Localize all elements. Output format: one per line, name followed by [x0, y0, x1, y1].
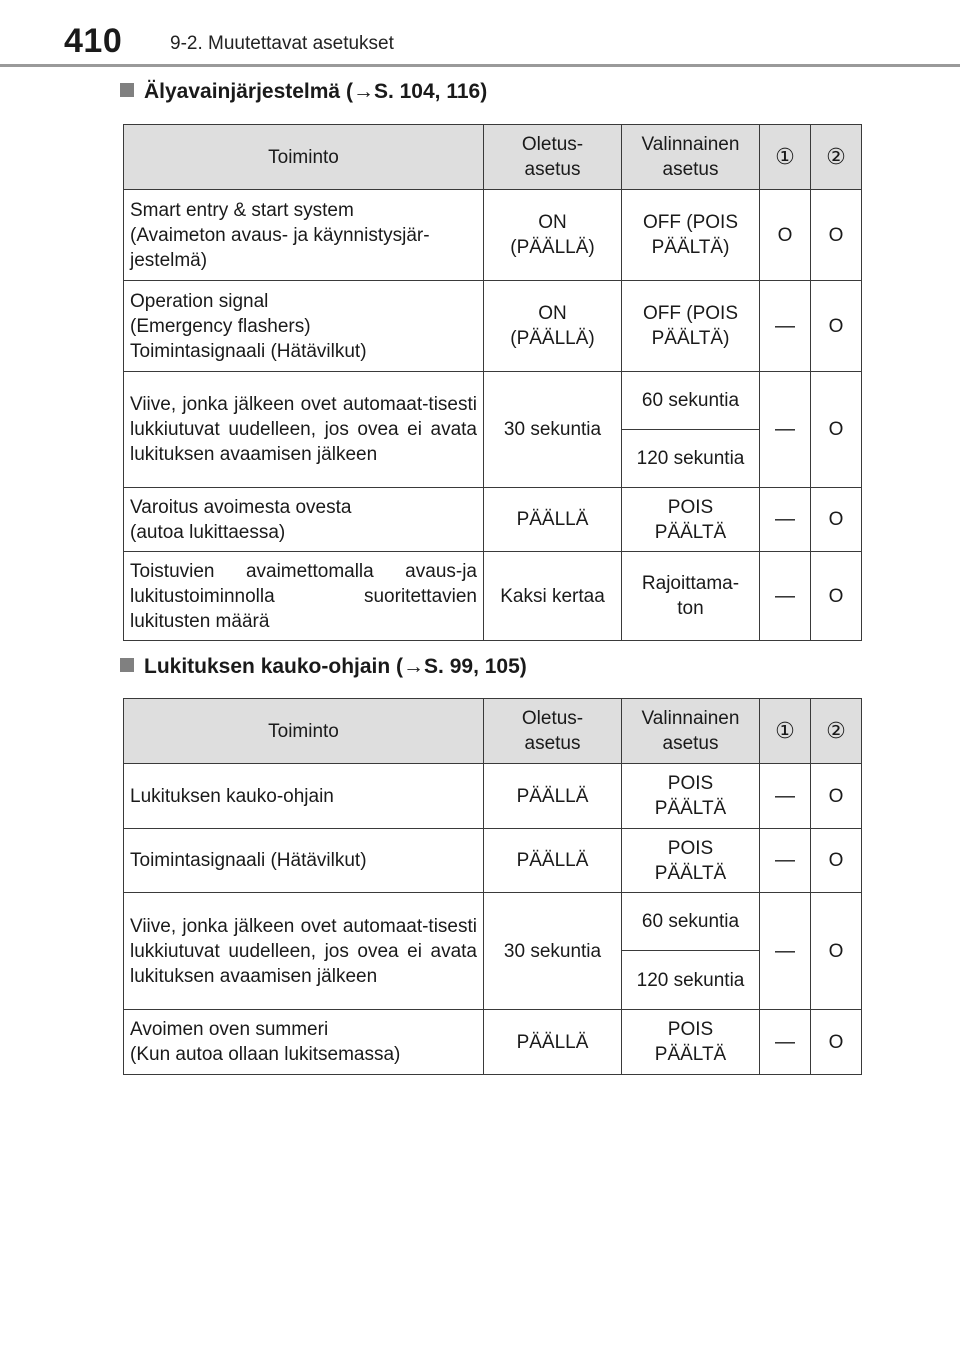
section-heading-text: Älyavainjärjestelmä (→S. 104, 116) [144, 80, 488, 103]
column-header-method-2: ② [811, 699, 862, 764]
method-2-cell: O [811, 552, 862, 641]
optional-setting-cell: 60 sekuntia [622, 372, 760, 430]
table-row [124, 372, 862, 430]
function-cell: Toimintasignaali (Hätävilkut) [124, 829, 484, 893]
method-1-cell: — [760, 281, 811, 372]
method-1-cell: — [760, 372, 811, 488]
table-row [124, 488, 862, 552]
column-header-method-1: ① [760, 125, 811, 190]
function-cell: Viive, jonka jälkeen ovet automaat-tisesti lukkiutuvat uudelleen, jos ovea ei avata lukituksen avaamisen jälkeen [124, 893, 484, 1010]
default-setting-cell: 30 sekuntia [484, 893, 622, 1010]
method-1-cell: O [760, 190, 811, 281]
optional-setting-cell: OFF (POIS PÄÄLTÄ) [622, 281, 760, 372]
table-row [124, 893, 862, 951]
method-2-cell: O [811, 829, 862, 893]
settings-table-smart-key [123, 124, 862, 641]
default-setting-cell: PÄÄLLÄ [484, 829, 622, 893]
function-cell: Viive, jonka jälkeen ovet automaat-tisesti lukkiutuvat uudelleen, jos ovea ei avata lukituksen avaamisen jälkeen [124, 372, 484, 488]
function-cell: Operation signal (Emergency flashers) Toimintasignaali (Hätävilkut) [124, 281, 484, 372]
method-1-cell: — [760, 1010, 811, 1075]
method-2-cell: O [811, 372, 862, 488]
optional-setting-cell: OFF (POIS PÄÄLTÄ) [622, 190, 760, 281]
column-header-default: Oletus- asetus [484, 699, 622, 764]
method-2-cell: O [811, 281, 862, 372]
method-2-cell: O [811, 764, 862, 829]
page-header [0, 0, 960, 64]
section-heading-text: Lukituksen kauko-ohjain (→S. 99, 105) [144, 655, 527, 678]
table-row [124, 829, 862, 893]
default-setting-cell: ON (PÄÄLLÄ) [484, 281, 622, 372]
method-2-cell: O [811, 893, 862, 1010]
optional-setting-cell: POIS PÄÄLTÄ [622, 764, 760, 829]
function-cell: Lukituksen kauko-ohjain [124, 764, 484, 829]
function-cell: Smart entry & start system (Avaimeton avaus- ja käynnistysjär- jestelmä) [124, 190, 484, 281]
settings-table-remote [123, 698, 862, 1075]
method-1-cell: — [760, 488, 811, 552]
column-header-method-2: ② [811, 125, 862, 190]
table-row [124, 190, 862, 281]
method-2-cell: O [811, 1010, 862, 1075]
method-1-cell: — [760, 893, 811, 1010]
method-1-cell: — [760, 829, 811, 893]
page-number: 410 [64, 22, 123, 60]
optional-setting-cell: 120 sekuntia [622, 430, 760, 488]
column-header-default: Oletus- asetus [484, 125, 622, 190]
optional-setting-cell: 60 sekuntia [622, 893, 760, 951]
default-setting-cell: PÄÄLLÄ [484, 1010, 622, 1075]
column-header-optional: Valinnainen asetus [622, 699, 760, 764]
section-heading-remote [120, 655, 527, 679]
optional-setting-cell: Rajoittama- ton [622, 552, 760, 641]
default-setting-cell: Kaksi kertaa [484, 552, 622, 641]
default-setting-cell: PÄÄLLÄ [484, 488, 622, 552]
column-header-function: Toiminto [124, 125, 484, 190]
function-cell: Varoitus avoimesta ovesta (autoa lukittaessa) [124, 488, 484, 552]
square-bullet-icon [120, 83, 134, 97]
header-divider [0, 64, 960, 67]
method-1-cell: — [760, 552, 811, 641]
table-row [124, 1010, 862, 1075]
column-header-optional: Valinnainen asetus [622, 125, 760, 190]
square-bullet-icon [120, 658, 134, 672]
optional-setting-cell: 120 sekuntia [622, 951, 760, 1010]
table-row [124, 764, 862, 829]
table-row [124, 281, 862, 372]
method-2-cell: O [811, 488, 862, 552]
table-header-row [124, 699, 862, 764]
chapter-title: 9-2. Muutettavat asetukset [170, 33, 394, 54]
function-cell: Toistuvien avaimettomalla avaus-ja lukitustoiminnolla suoritettavien lukitusten määrä [124, 552, 484, 641]
column-header-function: Toiminto [124, 699, 484, 764]
default-setting-cell: PÄÄLLÄ [484, 764, 622, 829]
optional-setting-cell: POIS PÄÄLTÄ [622, 829, 760, 893]
function-cell: Avoimen oven summeri (Kun autoa ollaan lukitsemassa) [124, 1010, 484, 1075]
optional-setting-cell: POIS PÄÄLTÄ [622, 1010, 760, 1075]
default-setting-cell: ON (PÄÄLLÄ) [484, 190, 622, 281]
default-setting-cell: 30 sekuntia [484, 372, 622, 488]
method-2-cell: O [811, 190, 862, 281]
table-row [124, 552, 862, 641]
table-header-row [124, 125, 862, 190]
optional-setting-cell: POIS PÄÄLTÄ [622, 488, 760, 552]
section-heading-smart-key [120, 80, 487, 104]
method-1-cell: — [760, 764, 811, 829]
column-header-method-1: ① [760, 699, 811, 764]
